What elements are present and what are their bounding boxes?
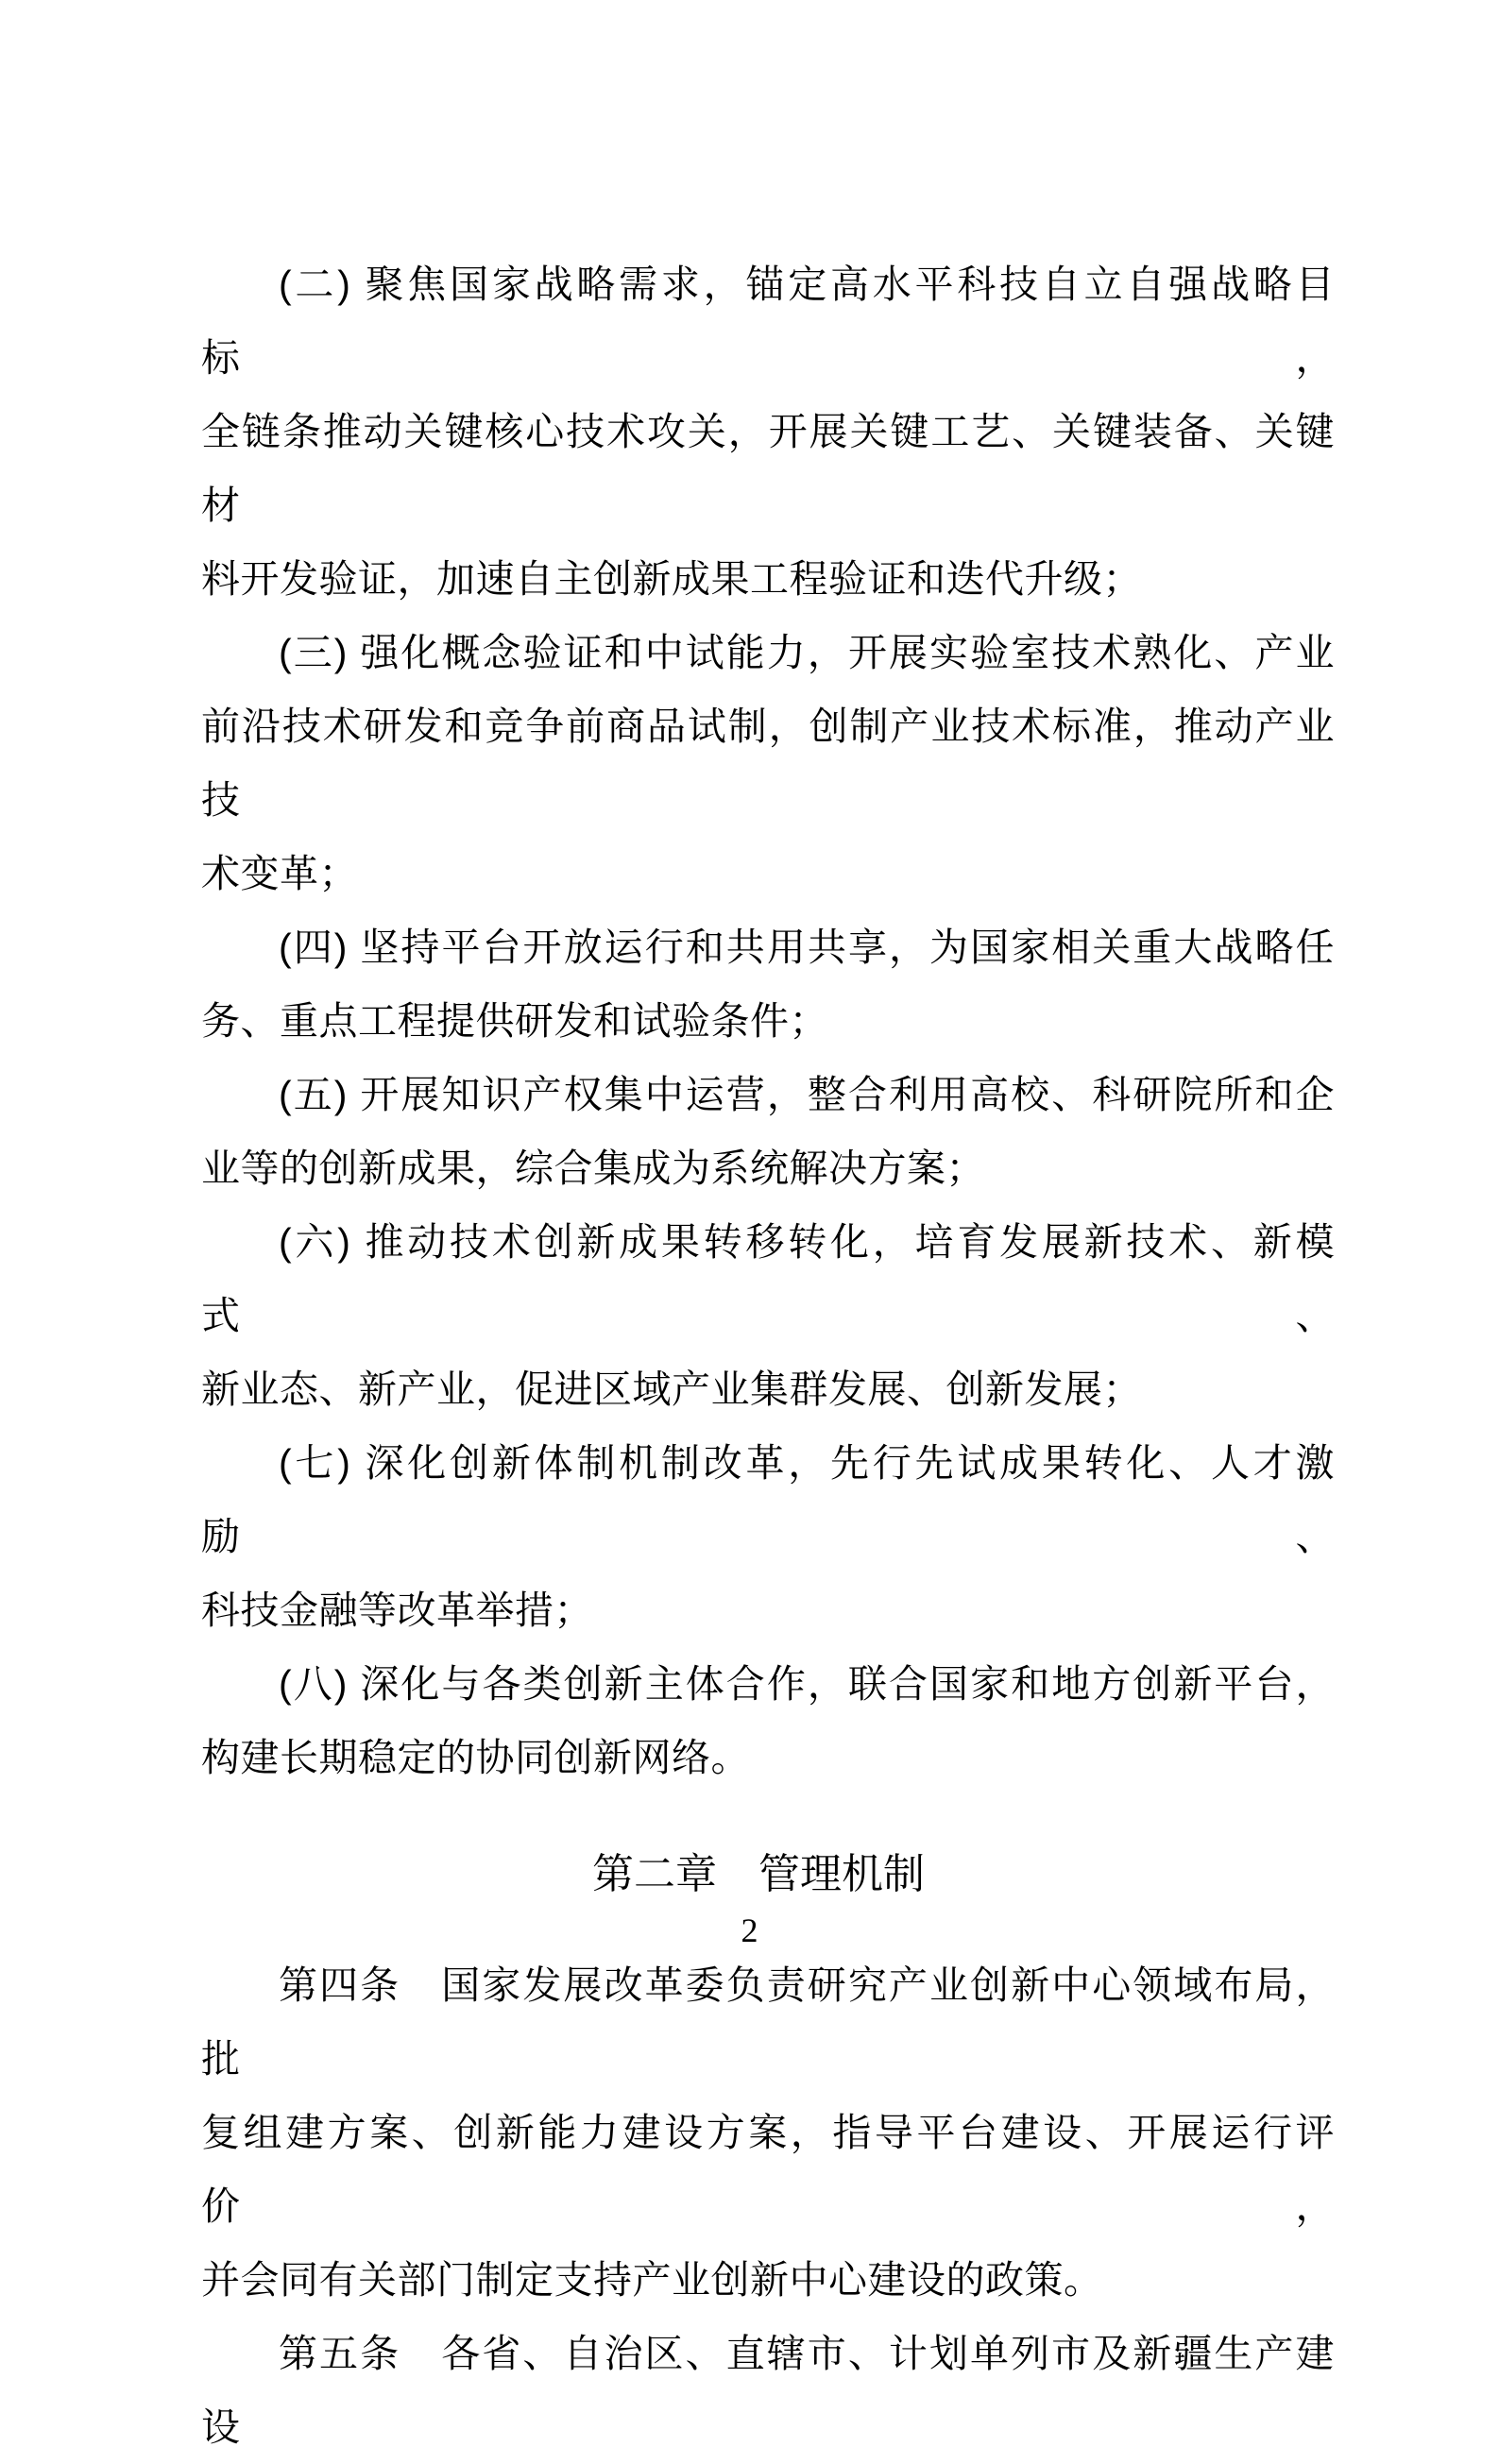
text-line: (七) 深化创新体制机制改革，先行先试成果转化、人才激励、 xyxy=(201,1441,1335,1558)
document-body xyxy=(201,247,1335,2464)
text-line: 并会同有关部门制定支持产业创新中心建设的政策。 xyxy=(201,2258,1103,2302)
text-line: 业等的创新成果，综合集成为系统解决方案； xyxy=(201,1147,985,1190)
chapter-heading: 第二章 管理机制 xyxy=(592,1851,925,1897)
text-line: 科技金融等改革举措； xyxy=(201,1589,593,1632)
text-line: 全链条推动关键核心技术攻关，开展关键工艺、关键装备、关键材 xyxy=(201,410,1335,527)
text-line: 术变革； xyxy=(201,852,358,895)
text-line: (四) 坚持平台开放运行和共用共享，为国家相关重大战略任 xyxy=(279,926,1335,969)
text-line: 务、重点工程提供研发和试验条件； xyxy=(201,999,828,1043)
text-line: (六) 推动技术创新成果转移转化，培育发展新技术、新模式、 xyxy=(201,1220,1335,1337)
text-line: 第四条 国家发展改革委负责研究产业创新中心领域布局，批 xyxy=(201,1963,1335,2081)
text-line: (三) 强化概念验证和中试能力，开展实验室技术熟化、产业 xyxy=(279,631,1335,674)
text-line: 复组建方案、创新能力建设方案，指导平台建设、开展运行评价， xyxy=(201,2111,1335,2228)
text-line: 构建长期稳定的协同创新网络。 xyxy=(201,1736,750,1779)
text-line: 第五条 各省、自治区、直辖市、计划单列市及新疆生产建设 xyxy=(201,2332,1335,2449)
text-line: (五) 开展知识产权集中运营，整合利用高校、科研院所和企 xyxy=(279,1073,1335,1116)
text-line: 新业态、新产业，促进区域产业集群发展、创新发展； xyxy=(201,1368,1142,1411)
page-number: 2 xyxy=(741,1912,758,1949)
text-line: 料开发验证，加速自主创新成果工程验证和迭代升级； xyxy=(201,557,1142,601)
text-line: (八) 深化与各类创新主体合作，联合国家和地方创新平台， xyxy=(279,1662,1335,1706)
text-line: 前沿技术研发和竞争前商品试制，创制产业技术标准，推动产业技 xyxy=(201,705,1335,822)
text-line: (二) 聚焦国家战略需求，锚定高水平科技自立自强战略目标， xyxy=(201,263,1335,380)
